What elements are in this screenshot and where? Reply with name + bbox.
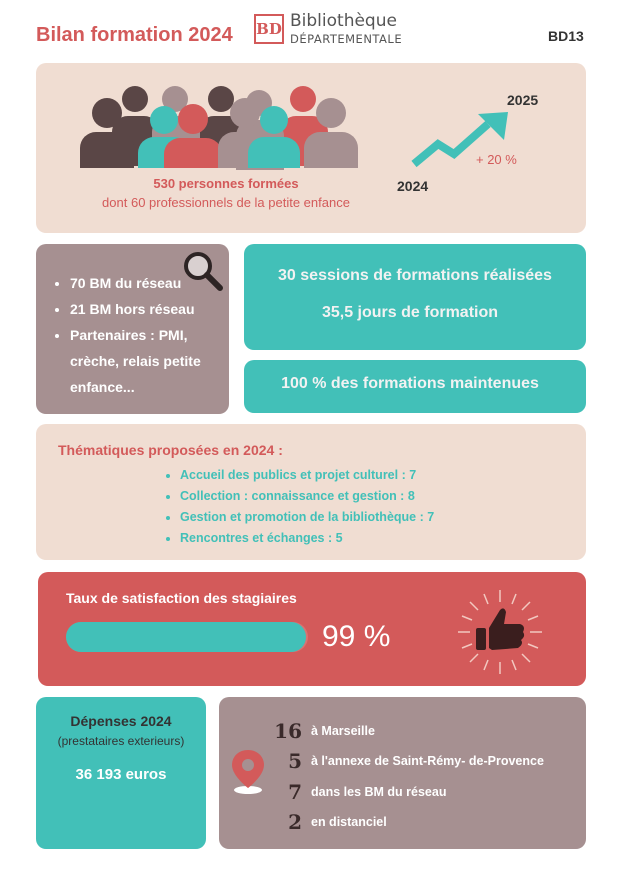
logo-mark: BD [254, 14, 284, 44]
list-item: • Accueil des publics et projet culturel : 7 [180, 465, 434, 486]
list-item: • Collection : connaissance et gestion : 8 [180, 486, 434, 507]
thematiques-list [166, 465, 434, 549]
lieu-label: dans les BM du réseau [311, 785, 447, 799]
participants-detail: dont 60 professionnels de la petite enfance [102, 195, 350, 210]
document-code: BD13 [548, 28, 584, 44]
thumbs-up-icon [454, 586, 546, 678]
list-item: • 21 BM hors réseau [70, 296, 240, 322]
lieu-label: à l'annexe de Saint-Rémy- de-Provence [311, 754, 544, 768]
lieu-label: à Marseille [311, 724, 375, 738]
lieu-row [270, 810, 590, 836]
logo [254, 12, 414, 48]
lieu-row [270, 719, 590, 745]
logo-line1: Bibliothèque [290, 11, 397, 31]
thematiques-title: Thématiques proposées en 2024 : [58, 442, 283, 458]
depenses-title: Dépenses 2024 [70, 713, 172, 729]
page-title: Bilan formation 2024 [36, 24, 233, 46]
lieu-row [270, 780, 590, 806]
maintained-text: 100 % des formations maintenues [281, 375, 539, 392]
sessions-panel [244, 244, 586, 350]
growth-value: + 20 % [476, 152, 517, 167]
satisfaction-value: 99 % [322, 620, 391, 653]
list-item: • Rencontres et échanges : 5 [180, 528, 434, 549]
lieu-count: 5 [288, 749, 302, 773]
sessions-days: 35,5 jours de formation [321, 304, 499, 321]
year-from: 2024 [397, 178, 429, 194]
depenses-amount: 36 193 euros [75, 766, 167, 783]
list-item: • Partenaires : PMI, crèche, relais petite enfance... [70, 322, 240, 400]
location-pin-icon [230, 748, 266, 796]
logo-line2: DÉPARTEMENTALE [290, 32, 403, 46]
participants-total: 530 personnes formées [153, 176, 299, 191]
lieu-label: en distanciel [311, 815, 387, 829]
satisfaction-bar [66, 622, 308, 652]
lieu-row [270, 749, 590, 775]
lieu-count: 7 [288, 780, 302, 804]
lieu-count: 2 [288, 810, 302, 834]
lieu-count: 16 [274, 719, 302, 743]
sessions-count: 30 sessions de formations réalisées [278, 267, 552, 284]
satisfaction-bar-fill [66, 622, 306, 652]
trend-arrow-icon [410, 108, 510, 170]
depenses-subtitle: (prestataires exterieurs) [57, 734, 185, 748]
list-item: • Gestion et promotion de la bibliothèque : 7 [180, 507, 434, 528]
magnifier-icon [180, 248, 224, 292]
list-item: • 70 BM du réseau [70, 270, 240, 296]
satisfaction-title: Taux de satisfaction des stagiaires [66, 590, 297, 606]
year-to: 2025 [507, 92, 539, 108]
